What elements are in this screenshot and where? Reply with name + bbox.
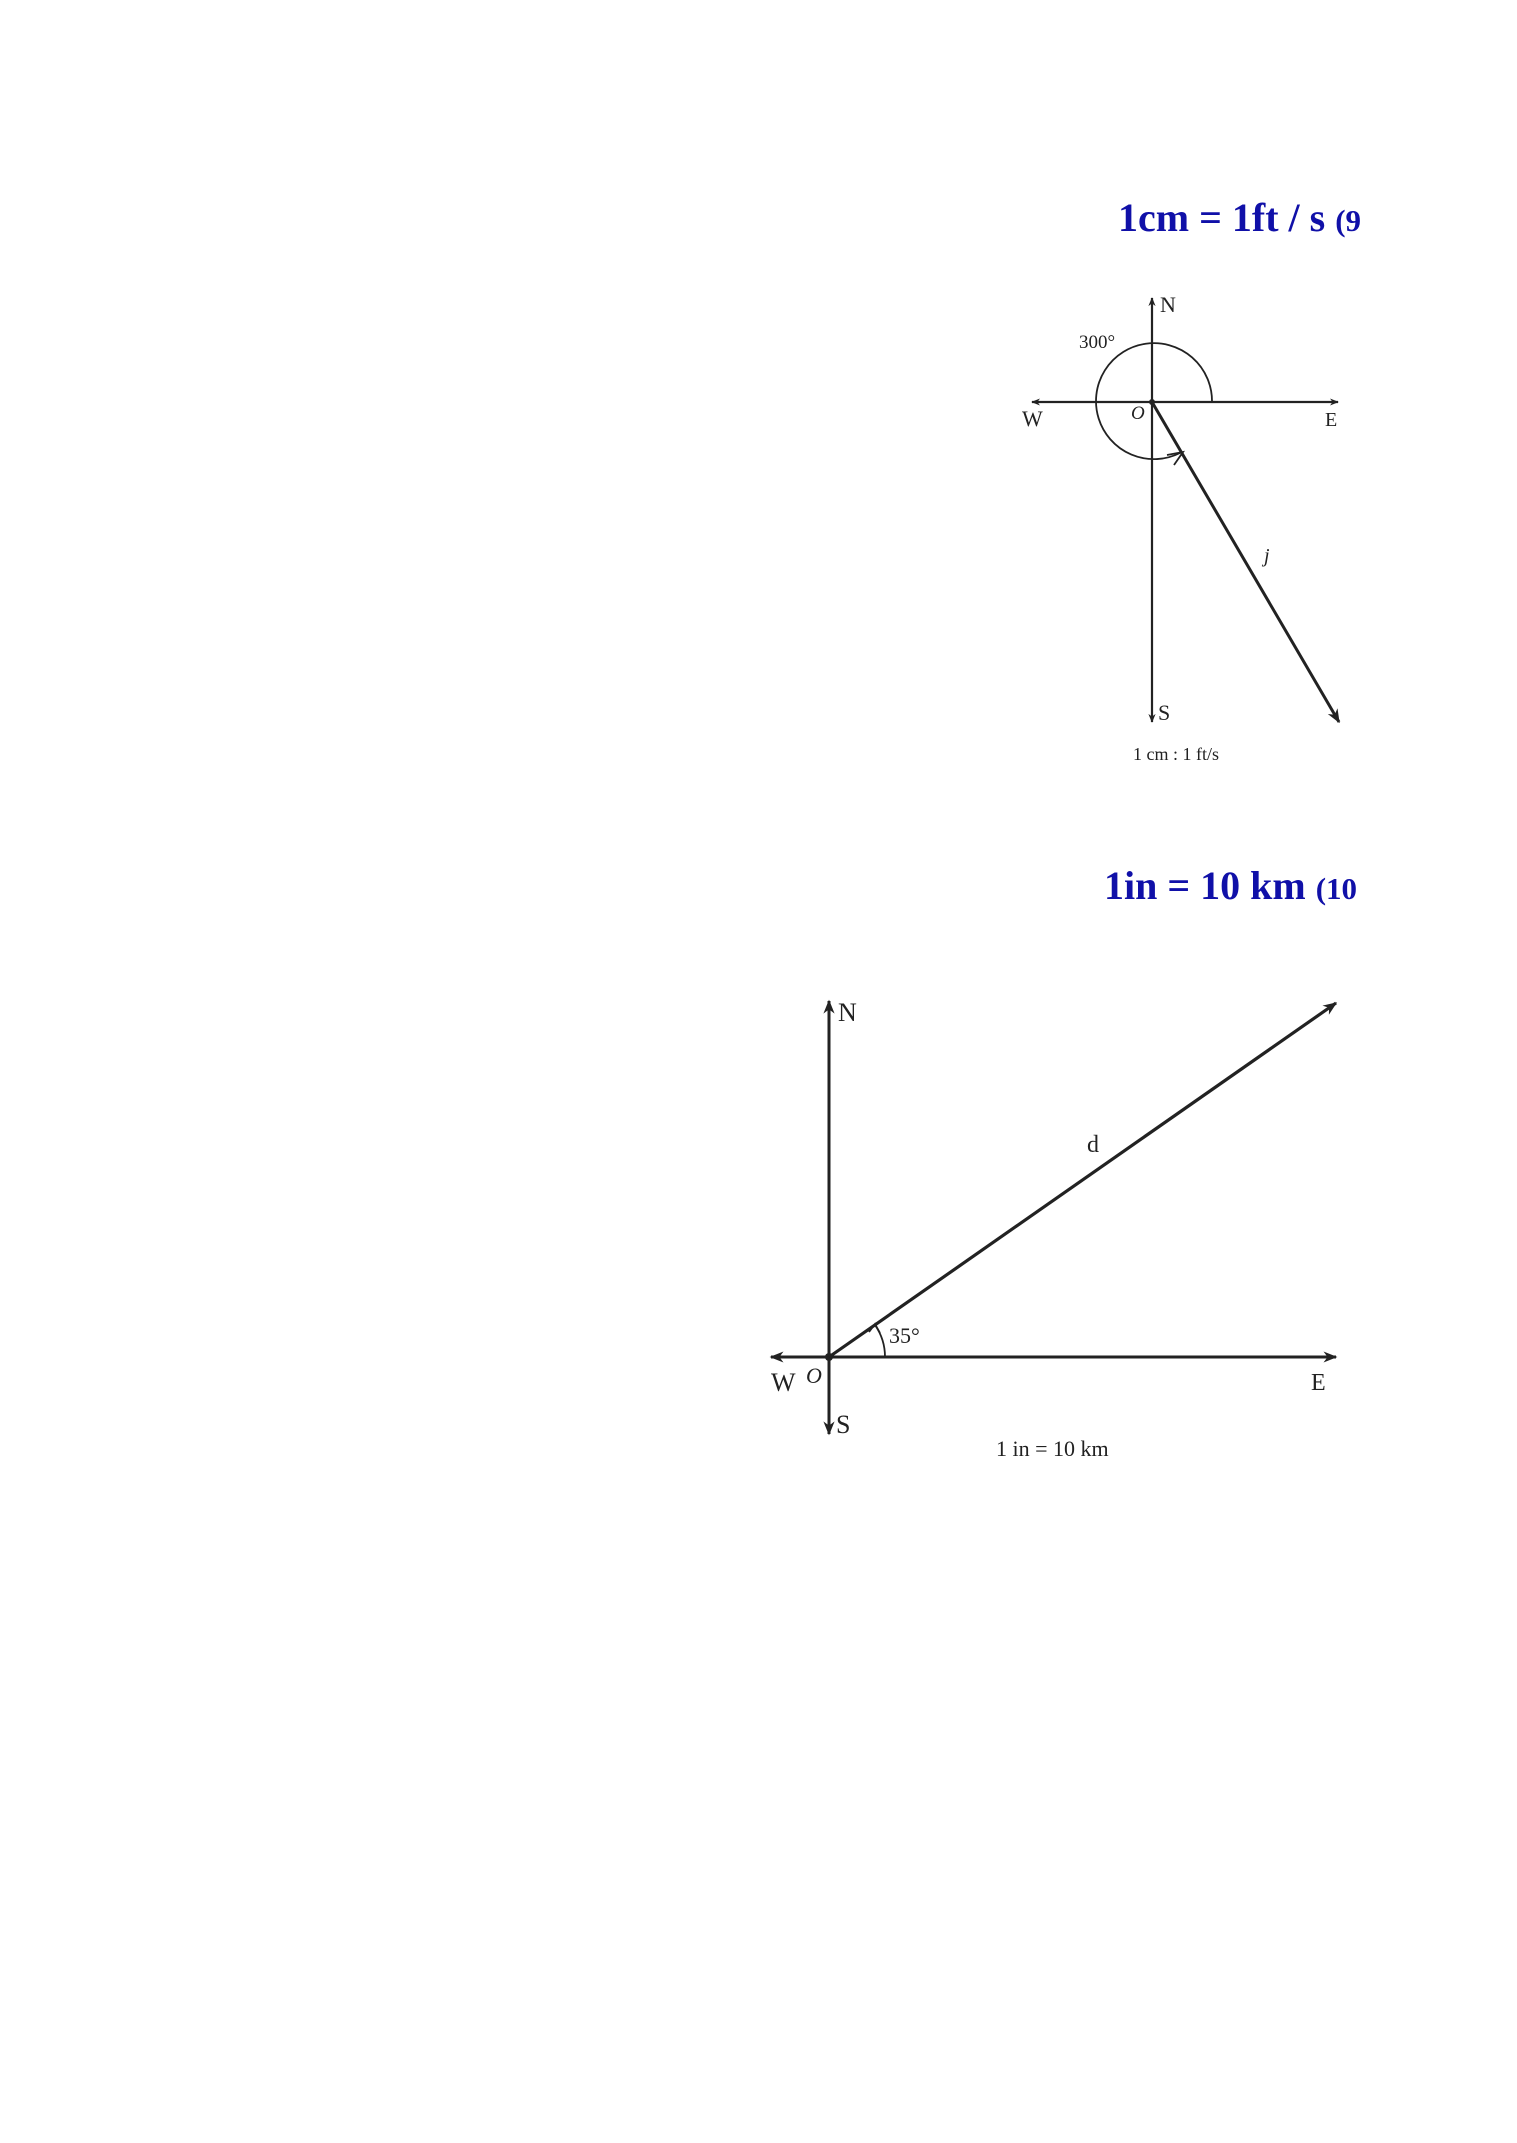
angle-arc-arrowhead	[1167, 452, 1183, 465]
east-label: E	[1311, 1370, 1326, 1396]
origin-label: O	[806, 1363, 822, 1388]
compass-diagram-10	[771, 998, 1336, 1461]
west-label: W	[771, 1368, 796, 1397]
south-label: S	[1158, 700, 1171, 725]
problem-10-scale-expression: 1in = 10 km	[1104, 863, 1306, 908]
problem-9-scale-expression: 1cm = 1ft / s	[1118, 195, 1326, 240]
west-label: W	[1022, 406, 1043, 431]
origin-label: O	[1131, 403, 1145, 424]
north-label: N	[838, 998, 857, 1027]
vector-d-label: d	[1087, 1132, 1099, 1158]
compass-diagram-9	[1022, 292, 1339, 764]
vector-j	[1152, 402, 1339, 722]
vector-j-label: j	[1264, 545, 1270, 567]
problem-9-number: (9	[1335, 203, 1362, 238]
east-label: E	[1325, 409, 1338, 431]
angle-300-label: 300°	[1079, 332, 1116, 353]
angle-arc-arrowhead	[869, 1324, 880, 1333]
scale-caption-9: 1 cm : 1 ft/s	[1133, 744, 1219, 764]
scale-caption-10: 1 in = 10 km	[996, 1436, 1109, 1461]
north-label: N	[1160, 292, 1176, 317]
angle-35-label: 35°	[889, 1323, 920, 1348]
south-label: S	[836, 1410, 851, 1439]
angle-arc	[875, 1325, 885, 1357]
vector-d	[829, 1003, 1336, 1357]
problem-10-number: (10	[1315, 871, 1358, 906]
